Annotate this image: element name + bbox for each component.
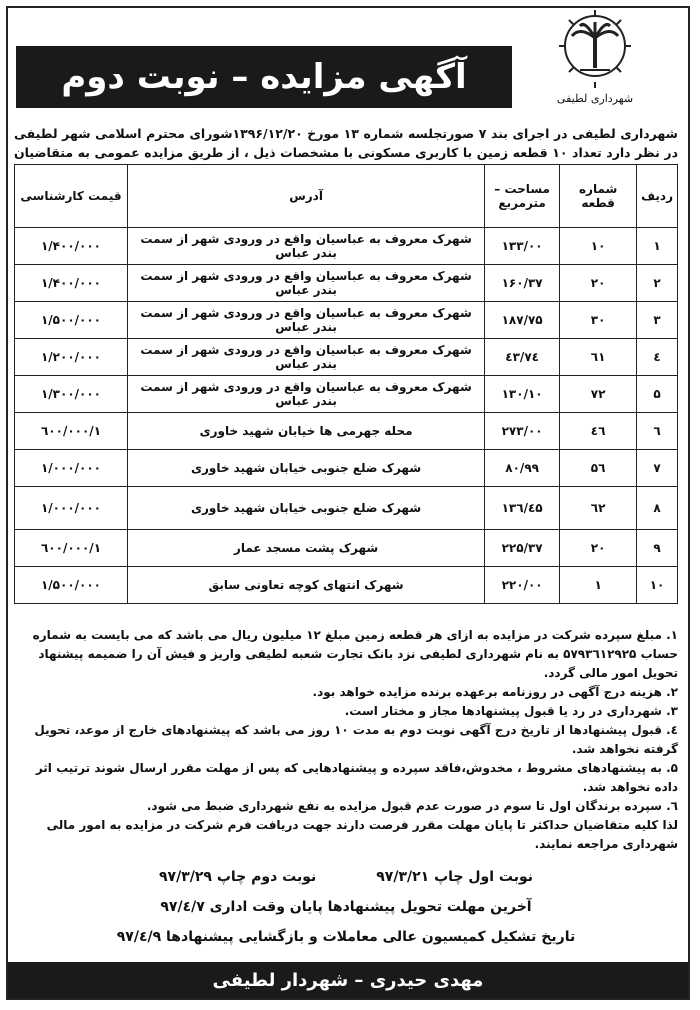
condition-item: ٦. سپرده برندگان اول تا سوم در صورت عدم قبول مزایده به نفع شهرداری ضبط می شود. bbox=[146, 799, 678, 813]
row-number: ۲ bbox=[637, 265, 678, 302]
commission-row bbox=[14, 922, 678, 952]
first-print-date: نوبت اول چاپ ۹۷/۳/۲۱ bbox=[376, 869, 533, 885]
lot-address: شهرک ضلع جنوبی خیابان شهید خاوری bbox=[128, 450, 485, 487]
lot-area: ۸۰/۹۹ bbox=[485, 450, 560, 487]
palm-tree-emblem-icon bbox=[550, 8, 640, 90]
col-header-address: آدرس bbox=[128, 165, 485, 228]
col-header-price: قیمت کارشناسی bbox=[15, 165, 128, 228]
table-row bbox=[15, 487, 678, 530]
lot-price: ۱/۴۰۰/۰۰۰ bbox=[15, 228, 128, 265]
lot-number: ۵٦ bbox=[560, 450, 637, 487]
condition-item: ٤. قبول پیشنهادها از تاریخ درج آگهی نوبت دوم به مدت ۱۰ روز می باشد که پیشنهادهای خارج از موعد، تحویل گرفته نخواهد شد. bbox=[34, 723, 678, 756]
lot-price: ۱/۲۰۰/۰۰۰ bbox=[15, 339, 128, 376]
table-row bbox=[15, 567, 678, 604]
row-number: ۱ bbox=[637, 228, 678, 265]
col-header-area: مساحت – مترمربع bbox=[485, 165, 560, 228]
table-row bbox=[15, 302, 678, 339]
lot-number: ۱۰ bbox=[560, 228, 637, 265]
lot-address: شهرک پشت مسجد عمار bbox=[128, 530, 485, 567]
lot-number: ۲۰ bbox=[560, 530, 637, 567]
row-number: ۸ bbox=[637, 487, 678, 530]
notice-header bbox=[8, 8, 684, 116]
print-dates-row bbox=[14, 862, 678, 892]
row-number: ۷ bbox=[637, 450, 678, 487]
condition-item: ۵. به پیشنهادهای مشروط ، مخدوش،فاقد سپرده و پیشنهادهایی که پس از مهلت مقرر ارسال شوند ترتیب اثر داده نخواهد شد. bbox=[35, 761, 678, 794]
intro-paragraph: شهرداری لطیفی در اجرای بند ۷ صورتجلسه شماره ۱۳ مورخ ۱۳۹۶/۱۲/۲۰شورای محترم اسلامی شهر لطیفی در نظر دارد تعداد ۱۰ قطعه زمین با کاربری مسکونی با مشخصات ذیل ، از طریق مزایده عمومی به متقاضیان bbox=[14, 126, 678, 160]
row-number: ۳ bbox=[637, 302, 678, 339]
col-header-lot: شماره قطعه bbox=[560, 165, 637, 228]
submission-deadline: آخرین مهلت تحویل پیشنهادها پایان وقت اداری ۹۷/٤/۷ bbox=[160, 899, 532, 915]
lot-area: ۲۲۵/۳۷ bbox=[485, 530, 560, 567]
table-row bbox=[15, 339, 678, 376]
condition-item: ۲. هزینه درج آگهی در روزنامه برعهده برنده مزایده خواهد بود. bbox=[312, 685, 678, 699]
lot-address: شهرک معروف به عباسیان واقع در ورودی شهر از سمت بندر عباس bbox=[128, 228, 485, 265]
lot-number: ۷۲ bbox=[560, 376, 637, 413]
lot-price: ۱/٦۰۰/۰۰۰ bbox=[15, 413, 128, 450]
lot-address: شهرک ضلع جنوبی خیابان شهید خاوری bbox=[128, 487, 485, 530]
lot-price: ۱/٦۰۰/۰۰۰ bbox=[15, 530, 128, 567]
closing-note: لذا کلیه متقاضیان حداکثر تا پایان مهلت مقرر فرصت دارند جهت دریافت فرم شرکت در مزایده به امور مالی شهرداری مراجعه نمایند. bbox=[46, 818, 678, 851]
lot-price: ۱/۳۰۰/۰۰۰ bbox=[15, 376, 128, 413]
second-print-date: نوبت دوم چاپ ۹۷/۳/۲۹ bbox=[159, 869, 317, 885]
row-number: ٤ bbox=[637, 339, 678, 376]
condition-item: ۳. شهرداری در رد یا قبول پیشنهادها مجاز و مختار است. bbox=[344, 704, 678, 718]
lot-area: ۲۷۳/۰۰ bbox=[485, 413, 560, 450]
row-number: ۵ bbox=[637, 376, 678, 413]
table-row bbox=[15, 530, 678, 567]
condition-item: ۱. مبلغ سپرده شرکت در مزایده به ازای هر قطعه زمین مبلغ ۱۲ میلیون ریال می باشد که می بایست به شماره حساب ۵۷۹۳٦۱۲۹۲۵ به نام شهرداری لطیفی نزد بانک تجارت شعبه لطیفی واریز و فیش آن را ضمیمه پیشنهاد تحویل امور مالی گردد. bbox=[32, 628, 678, 680]
logo-caption: شهرداری لطیفی bbox=[556, 92, 634, 105]
lot-area: ۱۸۷/۷۵ bbox=[485, 302, 560, 339]
col-header-row: ردیف bbox=[637, 165, 678, 228]
lot-area: ۱۳٦/٤۵ bbox=[485, 487, 560, 530]
lot-address: محله جهرمی ها خیابان شهید خاوری bbox=[128, 413, 485, 450]
row-number: ٦ bbox=[637, 413, 678, 450]
row-number: ۱۰ bbox=[637, 567, 678, 604]
table-row bbox=[15, 228, 678, 265]
lot-address: شهرک معروف به عباسیان واقع در ورودی شهر از سمت بندر عباس bbox=[128, 376, 485, 413]
lot-area: ۲۲۰/۰۰ bbox=[485, 567, 560, 604]
municipality-logo bbox=[520, 8, 670, 116]
lot-number: ۳۰ bbox=[560, 302, 637, 339]
lot-address: شهرک معروف به عباسیان واقع در ورودی شهر از سمت بندر عباس bbox=[128, 339, 485, 376]
lot-area: ۱۳۳/۰۰ bbox=[485, 228, 560, 265]
notice-title: آگهی مزایده – نوبت دوم bbox=[16, 46, 512, 108]
lot-price: ۱/۵۰۰/۰۰۰ bbox=[15, 302, 128, 339]
commission-date: تاریخ تشکیل کمیسیون عالی معاملات و بازگشایی پیشنهادها ۹۷/٤/۹ bbox=[116, 929, 576, 945]
signature-footer: مهدی حیدری – شهردار لطیفی bbox=[8, 962, 688, 998]
land-lots-table bbox=[14, 164, 678, 604]
lot-price: ۱/۵۰۰/۰۰۰ bbox=[15, 567, 128, 604]
lot-number: ۲۰ bbox=[560, 265, 637, 302]
table-header-row bbox=[15, 165, 678, 228]
lot-price: ۱/۰۰۰/۰۰۰ bbox=[15, 450, 128, 487]
lot-address: شهرک انتهای کوچه تعاونی سابق bbox=[128, 567, 485, 604]
table-row bbox=[15, 265, 678, 302]
table-row bbox=[15, 413, 678, 450]
lot-area: ۱۳۰/۱۰ bbox=[485, 376, 560, 413]
lot-area: ٤٣/٧٤ bbox=[485, 339, 560, 376]
table-row bbox=[15, 376, 678, 413]
lot-price: ۱/۰۰۰/۰۰۰ bbox=[15, 487, 128, 530]
row-number: ۹ bbox=[637, 530, 678, 567]
lot-address: شهرک معروف به عباسیان واقع در ورودی شهر از سمت بندر عباس bbox=[128, 265, 485, 302]
lot-number: ٦۲ bbox=[560, 487, 637, 530]
deadline-row bbox=[14, 892, 678, 922]
key-dates bbox=[14, 862, 678, 952]
lot-address: شهرک معروف به عباسیان واقع در ورودی شهر از سمت بندر عباس bbox=[128, 302, 485, 339]
lot-number: ٤٦ bbox=[560, 413, 637, 450]
lot-price: ۱/۴۰۰/۰۰۰ bbox=[15, 265, 128, 302]
lot-number: ۱ bbox=[560, 567, 637, 604]
lot-number: ٦١ bbox=[560, 339, 637, 376]
lot-area: ۱۶۰/۳۷ bbox=[485, 265, 560, 302]
table-row bbox=[15, 450, 678, 487]
conditions-list bbox=[14, 626, 678, 854]
